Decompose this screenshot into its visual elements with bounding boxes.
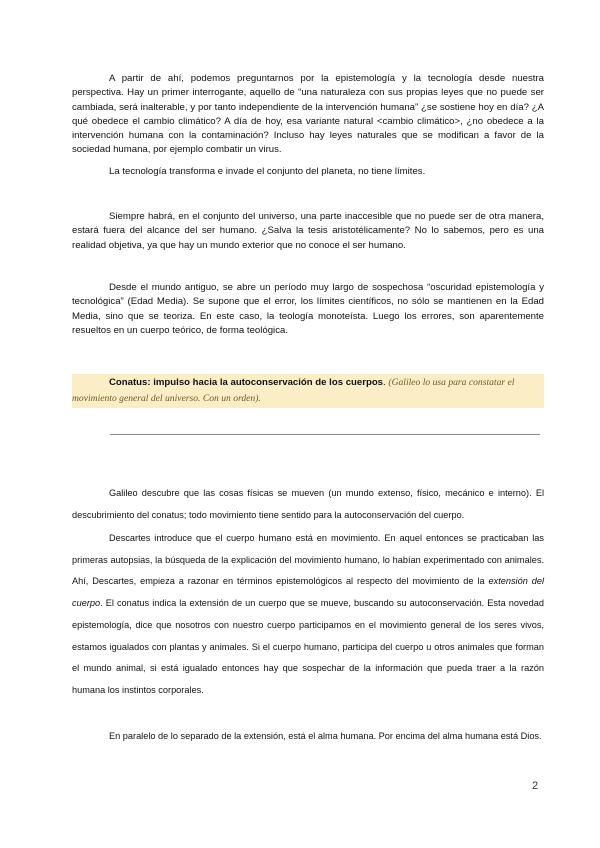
paragraph-technology-planet: La tecnología transforma e invade el conjunto del planeta, no tiene límites. (109, 166, 426, 177)
conatus-galileo-note: (Galileo lo usa para constatar el movimiento general del universo. Con un orden). (72, 377, 515, 404)
descartes-text-start: Descartes introduce que el cuerpo humano está en movimiento. En aquel entonces se practicaban las primeras autopsias, la búsqueda de la explicación del movimiento humano, lo habían experimentado con animales. Ahí, Descartes, empieza a razonar en términos epistemológicos al respecto del movimiento de la (72, 533, 544, 587)
descartes-italic-term: extensión del cuerpo (72, 576, 544, 609)
conatus-separator: . (383, 377, 389, 388)
paragraph-epistemology-question: A partir de ahí, podemos preguntarnos por la epistemología y la tecnología desde nuestra perspectiva. Hay un primer interrogante, aquello de “una naturaleza con sus propias leyes que no puede ser cambiada, será inalterable, y por tanto independiente de la intervención humana” ¿se sostiene hoy en día? ¿A qué obedece el cambio climático? A día de hoy, esa variante natural <cambio climático>, ¿no obedece a la intervención humana con la contaminación? Incluso hay leyes naturales que se modifican a favor de la sociedad humana, por ejemplo combatir un virus. (72, 73, 544, 156)
paragraph-middle-ages: Desde el mundo antiguo, se abre un período muy largo de sospechosa “oscuridad epistemología y tecnológica” (Edad Media). Se supone que el error, los límites científicos, no sólo se mantienen en la Edad Media, sino que se teoriza. En este caso, la teología monoteísta. Luego los errores, son aparentemente resueltos en un cuerpo teórico, de forma teológica. (72, 282, 544, 336)
horizontal-divider (110, 434, 540, 435)
paragraph-human-soul: En paralelo de lo separado de la extensión, está el alma humana. Por encima del alma humana está Dios. (109, 731, 542, 741)
paragraph-descartes (72, 528, 544, 702)
paragraph-galileo: Galileo descubre que las cosas físicas se mueven (un mundo extenso, físico, mecánico e interno). El descubrimiento del conatus; todo movimiento tiene sentido para la autoconservación del cuerpo. (72, 488, 544, 520)
descartes-text-end: . El conatus indica la extensión de un cuerpo que se mueve, buscando su autoconservación. Esta novedad epistemología, dice que nosotros con nuestro cuerpo participamos en el movimiento general de los seres vivos, estamos igualados con plantas y animales. Si el cuerpo humano, participa del cuerpo u otros animales que forman el mundo animal, si está igualado entonces hay que sospechar de la información que pueda traer a la razón humana los instintos corporales. (72, 598, 544, 695)
conatus-highlight (72, 374, 544, 408)
page-number: 2 (532, 780, 539, 792)
conatus-definition: Conatus: impulso hacia la autoconservación de los cuerpos (109, 377, 384, 388)
paragraph-inaccessible-universe: Siempre habrá, en el conjunto del universo, una parte inaccesible que no puede ser de otra manera, estará fuera del alcance del ser humano. ¿Salva la tesis aristotélicamente? No lo sabemos, pero es una realidad objetiva, ya que hay un mundo exterior que no conoce el ser humano. (72, 211, 544, 251)
